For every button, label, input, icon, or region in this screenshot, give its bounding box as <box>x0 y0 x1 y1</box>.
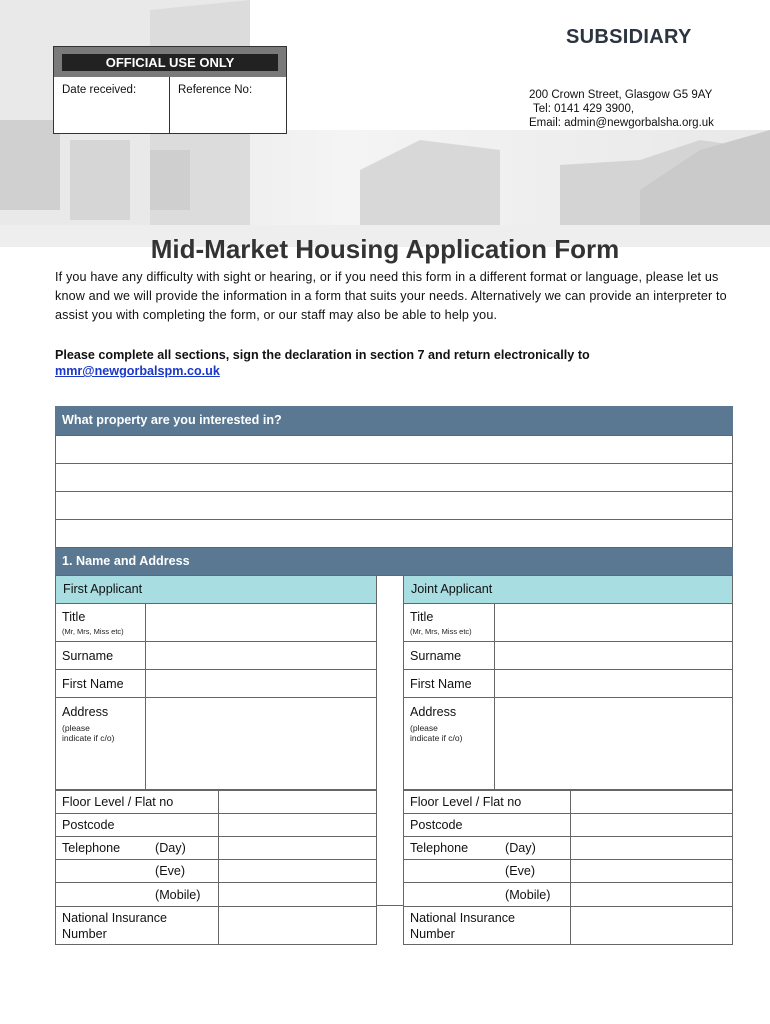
address-phone: Tel: 0141 429 3900, <box>533 103 635 115</box>
first-floor-label: Floor Level / Flat no <box>62 795 174 809</box>
first-address-hint-2: indicate if c/o) <box>62 733 115 743</box>
joint-tel-eve-label-cell <box>403 859 571 883</box>
joint-floor-input[interactable] <box>570 790 733 814</box>
first-title-input[interactable] <box>145 603 377 642</box>
first-address-label: Address <box>62 705 109 719</box>
joint-title-input[interactable] <box>494 603 733 642</box>
joint-address-label-cell <box>403 697 495 790</box>
property-line-2[interactable] <box>55 463 733 492</box>
first-title-label: Title <box>62 610 86 624</box>
joint-ni-label-1: National Insurance <box>410 911 516 925</box>
joint-day-label: (Day) <box>505 841 536 855</box>
first-firstname-label: First Name <box>62 677 124 691</box>
first-tel-day-label-cell <box>55 836 219 860</box>
joint-floor-label: Floor Level / Flat no <box>410 795 522 809</box>
property-line-4[interactable] <box>55 519 733 548</box>
joint-applicant-label: Joint Applicant <box>411 582 493 596</box>
first-floor-input[interactable] <box>218 790 377 814</box>
first-tel-mobile-label-cell <box>55 882 219 907</box>
official-use-title: OFFICIAL USE ONLY <box>62 54 278 71</box>
joint-tel-eve-input[interactable] <box>570 859 733 883</box>
first-applicant-label: First Applicant <box>63 582 143 596</box>
joint-postcode-input[interactable] <box>570 813 733 837</box>
first-tel-mobile-input[interactable] <box>218 882 377 907</box>
date-received-label: Date received: <box>62 84 137 96</box>
organisation-address <box>529 88 714 130</box>
joint-firstname-label: First Name <box>410 677 472 691</box>
joint-postcode-label-cell <box>403 813 571 837</box>
first-postcode-label: Postcode <box>62 818 115 832</box>
organisation-name: SUBSIDIARY <box>566 26 692 48</box>
first-ni-label-cell <box>55 906 219 945</box>
joint-firstname-label-cell <box>403 669 495 698</box>
form-title: Mid-Market Housing Application Form <box>150 234 620 264</box>
joint-surname-label: Surname <box>410 649 462 663</box>
first-surname-label-cell <box>55 641 146 670</box>
first-day-label: (Day) <box>155 841 186 855</box>
first-title-label-cell <box>55 603 146 642</box>
first-eve-label: (Eve) <box>155 864 186 878</box>
joint-mobile-label: (Mobile) <box>505 888 551 902</box>
property-section-header <box>55 406 733 435</box>
first-address-input[interactable] <box>145 697 377 790</box>
first-tel-eve-input[interactable] <box>218 859 377 883</box>
first-ni-label-2: Number <box>62 927 107 941</box>
first-surname-input[interactable] <box>145 641 377 670</box>
first-tel-eve-label-cell <box>55 859 219 883</box>
first-tel-day-input[interactable] <box>218 836 377 860</box>
section-1-number: 1. <box>62 554 73 568</box>
return-email-link[interactable]: mmr@newgorbalspm.co.uk <box>55 364 220 378</box>
first-telephone-label: Telephone <box>62 841 121 855</box>
joint-applicant-header <box>403 575 733 604</box>
joint-ni-input[interactable] <box>570 906 733 945</box>
first-firstname-label-cell <box>55 669 146 698</box>
date-received-field <box>54 77 170 133</box>
joint-ni-label-cell <box>403 906 571 945</box>
joint-tel-mobile-label-cell <box>403 882 571 907</box>
first-title-hint: (Mr, Mrs, Miss etc) <box>62 627 124 636</box>
reference-no-field <box>170 77 286 133</box>
joint-tel-mobile-input[interactable] <box>570 882 733 907</box>
joint-postcode-label: Postcode <box>410 818 463 832</box>
official-use-header <box>54 47 286 77</box>
property-line-3[interactable] <box>55 491 733 520</box>
section-1-heading: Name and Address <box>76 554 190 568</box>
first-postcode-label-cell <box>55 813 219 837</box>
instructions <box>55 347 745 379</box>
joint-firstname-input[interactable] <box>494 669 733 698</box>
first-surname-label: Surname <box>62 649 114 663</box>
first-ni-input[interactable] <box>218 906 377 945</box>
joint-address-hint-2: indicate if c/o) <box>410 733 463 743</box>
joint-floor-label-cell <box>403 790 571 814</box>
joint-tel-day-label-cell <box>403 836 571 860</box>
joint-address-label: Address <box>410 705 457 719</box>
first-address-label-cell <box>55 697 146 790</box>
first-firstname-input[interactable] <box>145 669 377 698</box>
property-line-1[interactable] <box>55 435 733 464</box>
joint-surname-label-cell <box>403 641 495 670</box>
joint-ni-label-2: Number <box>410 927 455 941</box>
address-line: 200 Crown Street, Glasgow G5 9AY <box>529 89 713 101</box>
joint-address-input[interactable] <box>494 697 733 790</box>
first-postcode-input[interactable] <box>218 813 377 837</box>
first-applicant-header <box>55 575 377 604</box>
joint-title-label: Title <box>410 610 434 624</box>
section-1-header <box>55 548 733 575</box>
property-heading: What property are you interested in? <box>62 413 282 427</box>
column-spacer <box>376 575 404 906</box>
intro-paragraph: If you have any difficulty with sight or hearing, or if you need this form in a different format or language, please let us know and we will provide the information in a form that suits your needs. Alternatively we can provide an interpreter to assist you with completing the form, or our staff may also be able to help you. <box>55 270 727 322</box>
reference-no-label: Reference No: <box>178 84 253 96</box>
joint-title-label-cell <box>403 603 495 642</box>
official-use-box <box>53 46 287 134</box>
joint-title-hint: (Mr, Mrs, Miss etc) <box>410 627 472 636</box>
first-ni-label-1: National Insurance <box>62 911 168 925</box>
joint-telephone-label: Telephone <box>410 841 469 855</box>
address-email: Email: admin@newgorbalsha.org.uk <box>529 117 714 129</box>
first-mobile-label: (Mobile) <box>155 888 201 902</box>
joint-tel-day-input[interactable] <box>570 836 733 860</box>
instruction-text: Please complete all sections, sign the declaration in section 7 and return electronically to <box>55 348 590 362</box>
joint-eve-label: (Eve) <box>505 864 536 878</box>
joint-surname-input[interactable] <box>494 641 733 670</box>
first-floor-label-cell <box>55 790 219 814</box>
first-address-hint-1: (please <box>62 723 90 733</box>
joint-address-hint-1: (please <box>410 723 438 733</box>
